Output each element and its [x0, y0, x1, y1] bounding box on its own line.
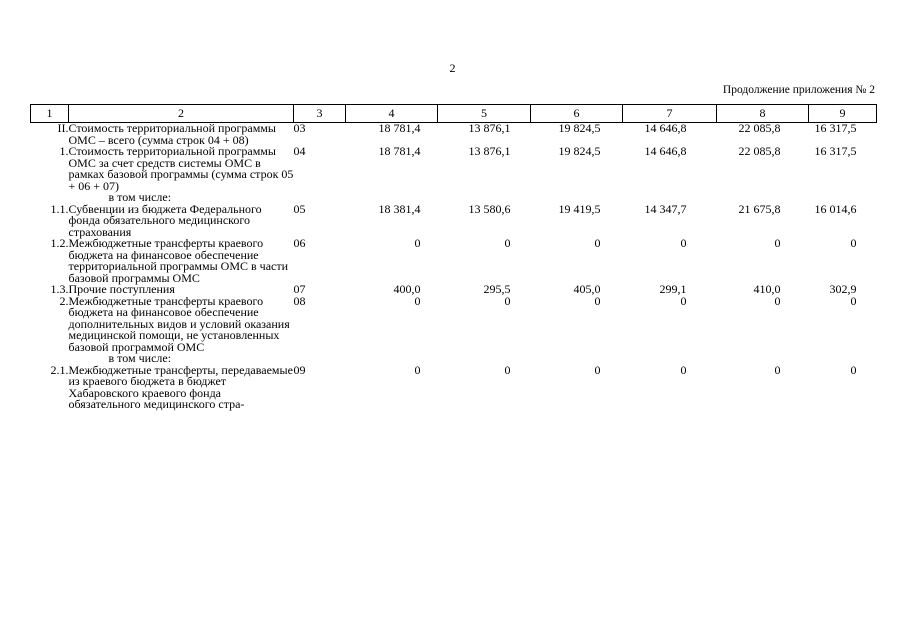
row-index: II.: [57, 121, 69, 135]
value-cell: 18 781,4: [378, 121, 421, 135]
row-code: 09: [293, 362, 306, 377]
value-cell: 14 347,7: [644, 201, 687, 216]
row-index: 1.3.: [50, 282, 69, 296]
value-cell: 16 317,5: [814, 144, 857, 158]
row-name: Межбюджетные трансферты, передаваемые из краевого бюджета в бюджет Хабаровского краевого фонда обязательного медицинского стра-: [68, 362, 293, 411]
row-name: Стоимость территориальной программы ОМС за счет средств системы ОМС в рамках базовой программы (сумма строк 05 + 06 + 07): [68, 144, 294, 193]
value-cell: [809, 353, 877, 365]
value-cell: 0: [414, 236, 421, 250]
column-header: 8: [717, 105, 809, 123]
column-header: 4: [346, 105, 438, 123]
value-cell: 0: [680, 293, 687, 308]
column-header: 7: [623, 105, 717, 123]
value-cell: [531, 353, 623, 365]
value-cell: 0: [850, 236, 857, 250]
value-cell: 0: [504, 236, 511, 250]
column-header: 5: [438, 105, 531, 123]
row-name: в том числе:: [108, 190, 172, 204]
table-row: [31, 238, 877, 284]
row-index: 2.: [59, 293, 69, 308]
value-cell: 405,0: [573, 282, 601, 296]
row-name: Межбюджетные трансферты краевого бюджета на финансовое обеспечение территориальной программы ОМС в части базовой программы ОМС: [68, 236, 289, 285]
value-cell: 13 876,1: [468, 121, 511, 135]
row-code: 04: [293, 144, 306, 158]
table-row: [31, 123, 877, 147]
row-code: 06: [293, 236, 306, 250]
row-name: в том числе:: [108, 351, 172, 365]
value-cell: 18 781,4: [378, 144, 421, 158]
row-code: 08: [293, 293, 306, 308]
value-cell: 16 317,5: [814, 121, 857, 135]
row-index: 1.: [59, 144, 69, 158]
column-header: 6: [531, 105, 623, 123]
table-row: [31, 365, 877, 411]
value-cell: 295,5: [483, 282, 511, 296]
value-cell: 0: [414, 362, 421, 377]
value-cell: 0: [504, 293, 511, 308]
table-body: [31, 123, 877, 411]
table-row: [31, 146, 877, 192]
value-cell: 19 824,5: [558, 121, 601, 135]
row-name: Субвенции из бюджета Федерального фонда обязательного медицинского страхования: [68, 201, 262, 239]
value-cell: 0: [680, 362, 687, 377]
value-cell: 400,0: [393, 282, 421, 296]
row-code: 07: [293, 282, 306, 296]
row-index: 1.1.: [50, 201, 69, 216]
value-cell: 0: [680, 236, 687, 250]
value-cell: [438, 353, 531, 365]
column-number-header: [31, 105, 877, 123]
value-cell: [346, 353, 438, 365]
row-name: Стоимость территориальной программы ОМС – всего (сумма строк 04 + 08): [68, 121, 276, 147]
value-cell: 19 824,5: [558, 144, 601, 158]
value-cell: 0: [504, 362, 511, 377]
column-header: 1: [31, 105, 69, 123]
value-cell: 0: [594, 293, 601, 308]
value-cell: 22 085,8: [738, 121, 781, 135]
table-row: [31, 204, 877, 239]
value-cell: [623, 353, 717, 365]
value-cell: 302,9: [829, 282, 857, 296]
value-cell: 21 675,8: [738, 201, 781, 216]
value-cell: 0: [774, 293, 781, 308]
value-cell: 16 014,6: [814, 201, 857, 216]
column-header: 9: [809, 105, 877, 123]
value-cell: 14 646,8: [644, 121, 687, 135]
column-header: 3: [294, 105, 346, 123]
value-cell: 22 085,8: [738, 144, 781, 158]
value-cell: 0: [850, 362, 857, 377]
value-cell: 299,1: [659, 282, 687, 296]
value-cell: 13 876,1: [468, 144, 511, 158]
row-name: Прочие поступления: [68, 282, 175, 296]
value-cell: 0: [774, 362, 781, 377]
column-header: 2: [69, 105, 294, 123]
table-row: [31, 296, 877, 354]
value-cell: 0: [594, 362, 601, 377]
row-code: 03: [293, 121, 306, 135]
page-number: 2: [449, 61, 456, 75]
value-cell: 0: [594, 236, 601, 250]
value-cell: 0: [850, 293, 857, 308]
row-index: 2.1.: [50, 362, 69, 377]
row-code: 05: [293, 201, 306, 216]
row-name: Межбюджетные трансферты краевого бюджета на финансовое обеспечение дополнительных видов и условий оказания медицинской помощи, не установленных базовой программой ОМС: [68, 293, 290, 354]
value-cell: 0: [774, 236, 781, 250]
value-cell: 19 419,5: [558, 201, 601, 216]
continuation-note: Продолжение приложения № 2: [722, 84, 875, 96]
value-cell: 14 646,8: [644, 144, 687, 158]
row-index: 1.2.: [50, 236, 69, 250]
value-cell: 0: [414, 293, 421, 308]
value-cell: 13 580,6: [468, 201, 511, 216]
data-table: [30, 104, 877, 411]
value-cell: [717, 353, 809, 365]
value-cell: 410,0: [753, 282, 781, 296]
value-cell: 18 381,4: [378, 201, 421, 216]
